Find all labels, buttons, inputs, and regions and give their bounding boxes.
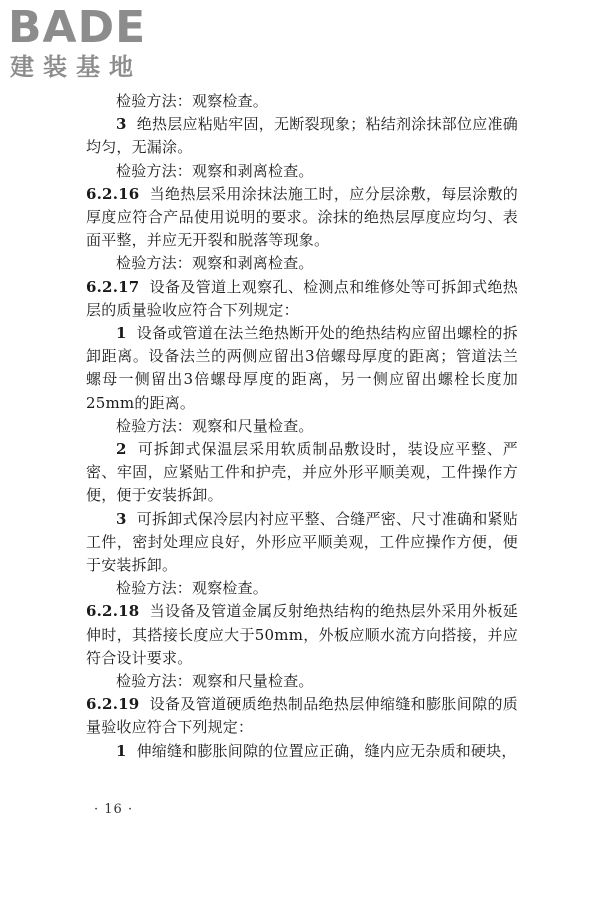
paragraph-text: 当绝热层采用涂抹法施工时，应分层涂敷，每层涂敷的厚度应符合产品使用说明的要求。涂抹的绝热层厚度应均匀、表面平整，并应无开裂和脱落等现象。 <box>86 184 518 250</box>
clause <box>86 693 518 739</box>
item-number: 1 <box>116 324 127 343</box>
site-logo <box>8 4 188 94</box>
paragraph <box>86 160 518 183</box>
clause <box>86 276 518 322</box>
page-number: · 16 · <box>94 802 134 817</box>
paragraph-text: 当设备及管道金属反射绝热结构的绝热层外采用外板延伸时，其搭接长度应大于50mm，外板应顺水流方向搭接，并应符合设计要求。 <box>86 602 518 667</box>
item-number: 3 <box>116 509 127 528</box>
clause-number: 6.2.17 <box>86 277 140 296</box>
clause-number: 6.2.16 <box>86 184 140 203</box>
paragraph-text: 绝热层应粘贴牢固，无断裂现象；粘结剂涂抹部位应准确均匀，无漏涂。 <box>86 115 518 157</box>
paragraph-text: 可拆卸式保温层采用软质制品敷设时，装设应平整、严密、牢固，应紧贴工件和护壳，并应外形平顺美观，工件操作方便，便于安装拆卸。 <box>86 440 518 505</box>
clause-number: 6.2.18 <box>86 602 140 621</box>
document-body <box>86 90 518 763</box>
logo-wordmark: BADE <box>8 2 147 53</box>
paragraph-text: 伸缩缝和膨胀间隙的位置应正确，缝内应无杂质和硬块， <box>136 741 517 760</box>
paragraph-text: 检验方法：观察和尺量检查。 <box>116 672 314 691</box>
paragraph <box>86 508 518 578</box>
paragraph-text: 设备或管道在法兰绝热断开处的绝热结构应留出螺栓的拆卸距离。设备法兰的两侧应留出3倍螺母厚度的距离；管道法兰螺母一侧留出3倍螺母厚度的距离，另一侧应留出螺栓长度加25mm的距离。 <box>86 324 518 412</box>
paragraph <box>86 113 518 159</box>
paragraph <box>86 322 518 415</box>
paragraph <box>86 415 518 438</box>
clause-number: 6.2.19 <box>86 695 140 714</box>
paragraph <box>86 670 518 693</box>
paragraph <box>86 577 518 600</box>
paragraph <box>86 90 518 113</box>
paragraph-text: 检验方法：观察检查。 <box>116 92 269 110</box>
paragraph <box>86 252 518 275</box>
paragraph-text: 检验方法：观察和剥离检查。 <box>116 161 314 180</box>
item-number: 2 <box>116 440 127 459</box>
paragraph <box>86 740 518 763</box>
paragraph-text: 可拆卸式保冷层内衬应平整、合缝严密、尺寸准确和紧贴工件，密封处理应良好，外形应平顺美观，工件应操作方便，便于安装拆卸。 <box>86 509 518 575</box>
logo-subtitle: 建装基地 <box>10 53 142 81</box>
item-number: 1 <box>116 741 127 760</box>
paragraph-text: 检验方法：观察和剥离检查。 <box>116 254 314 273</box>
paragraph-text: 检验方法：观察和尺量检查。 <box>116 416 314 435</box>
paragraph-text: 检验方法：观察检查。 <box>116 579 269 598</box>
paragraph-text: 设备及管道硬质绝热制品绝热层伸缩缝和膨胀间隙的质量验收应符合下列规定： <box>86 695 518 737</box>
paragraph <box>86 438 518 508</box>
paragraph-text: 设备及管道上观察孔、检测点和维修处等可拆卸式绝热层的质量验收应符合下列规定： <box>86 277 518 319</box>
item-number: 3 <box>116 115 127 134</box>
clause <box>86 600 518 670</box>
clause <box>86 183 518 253</box>
